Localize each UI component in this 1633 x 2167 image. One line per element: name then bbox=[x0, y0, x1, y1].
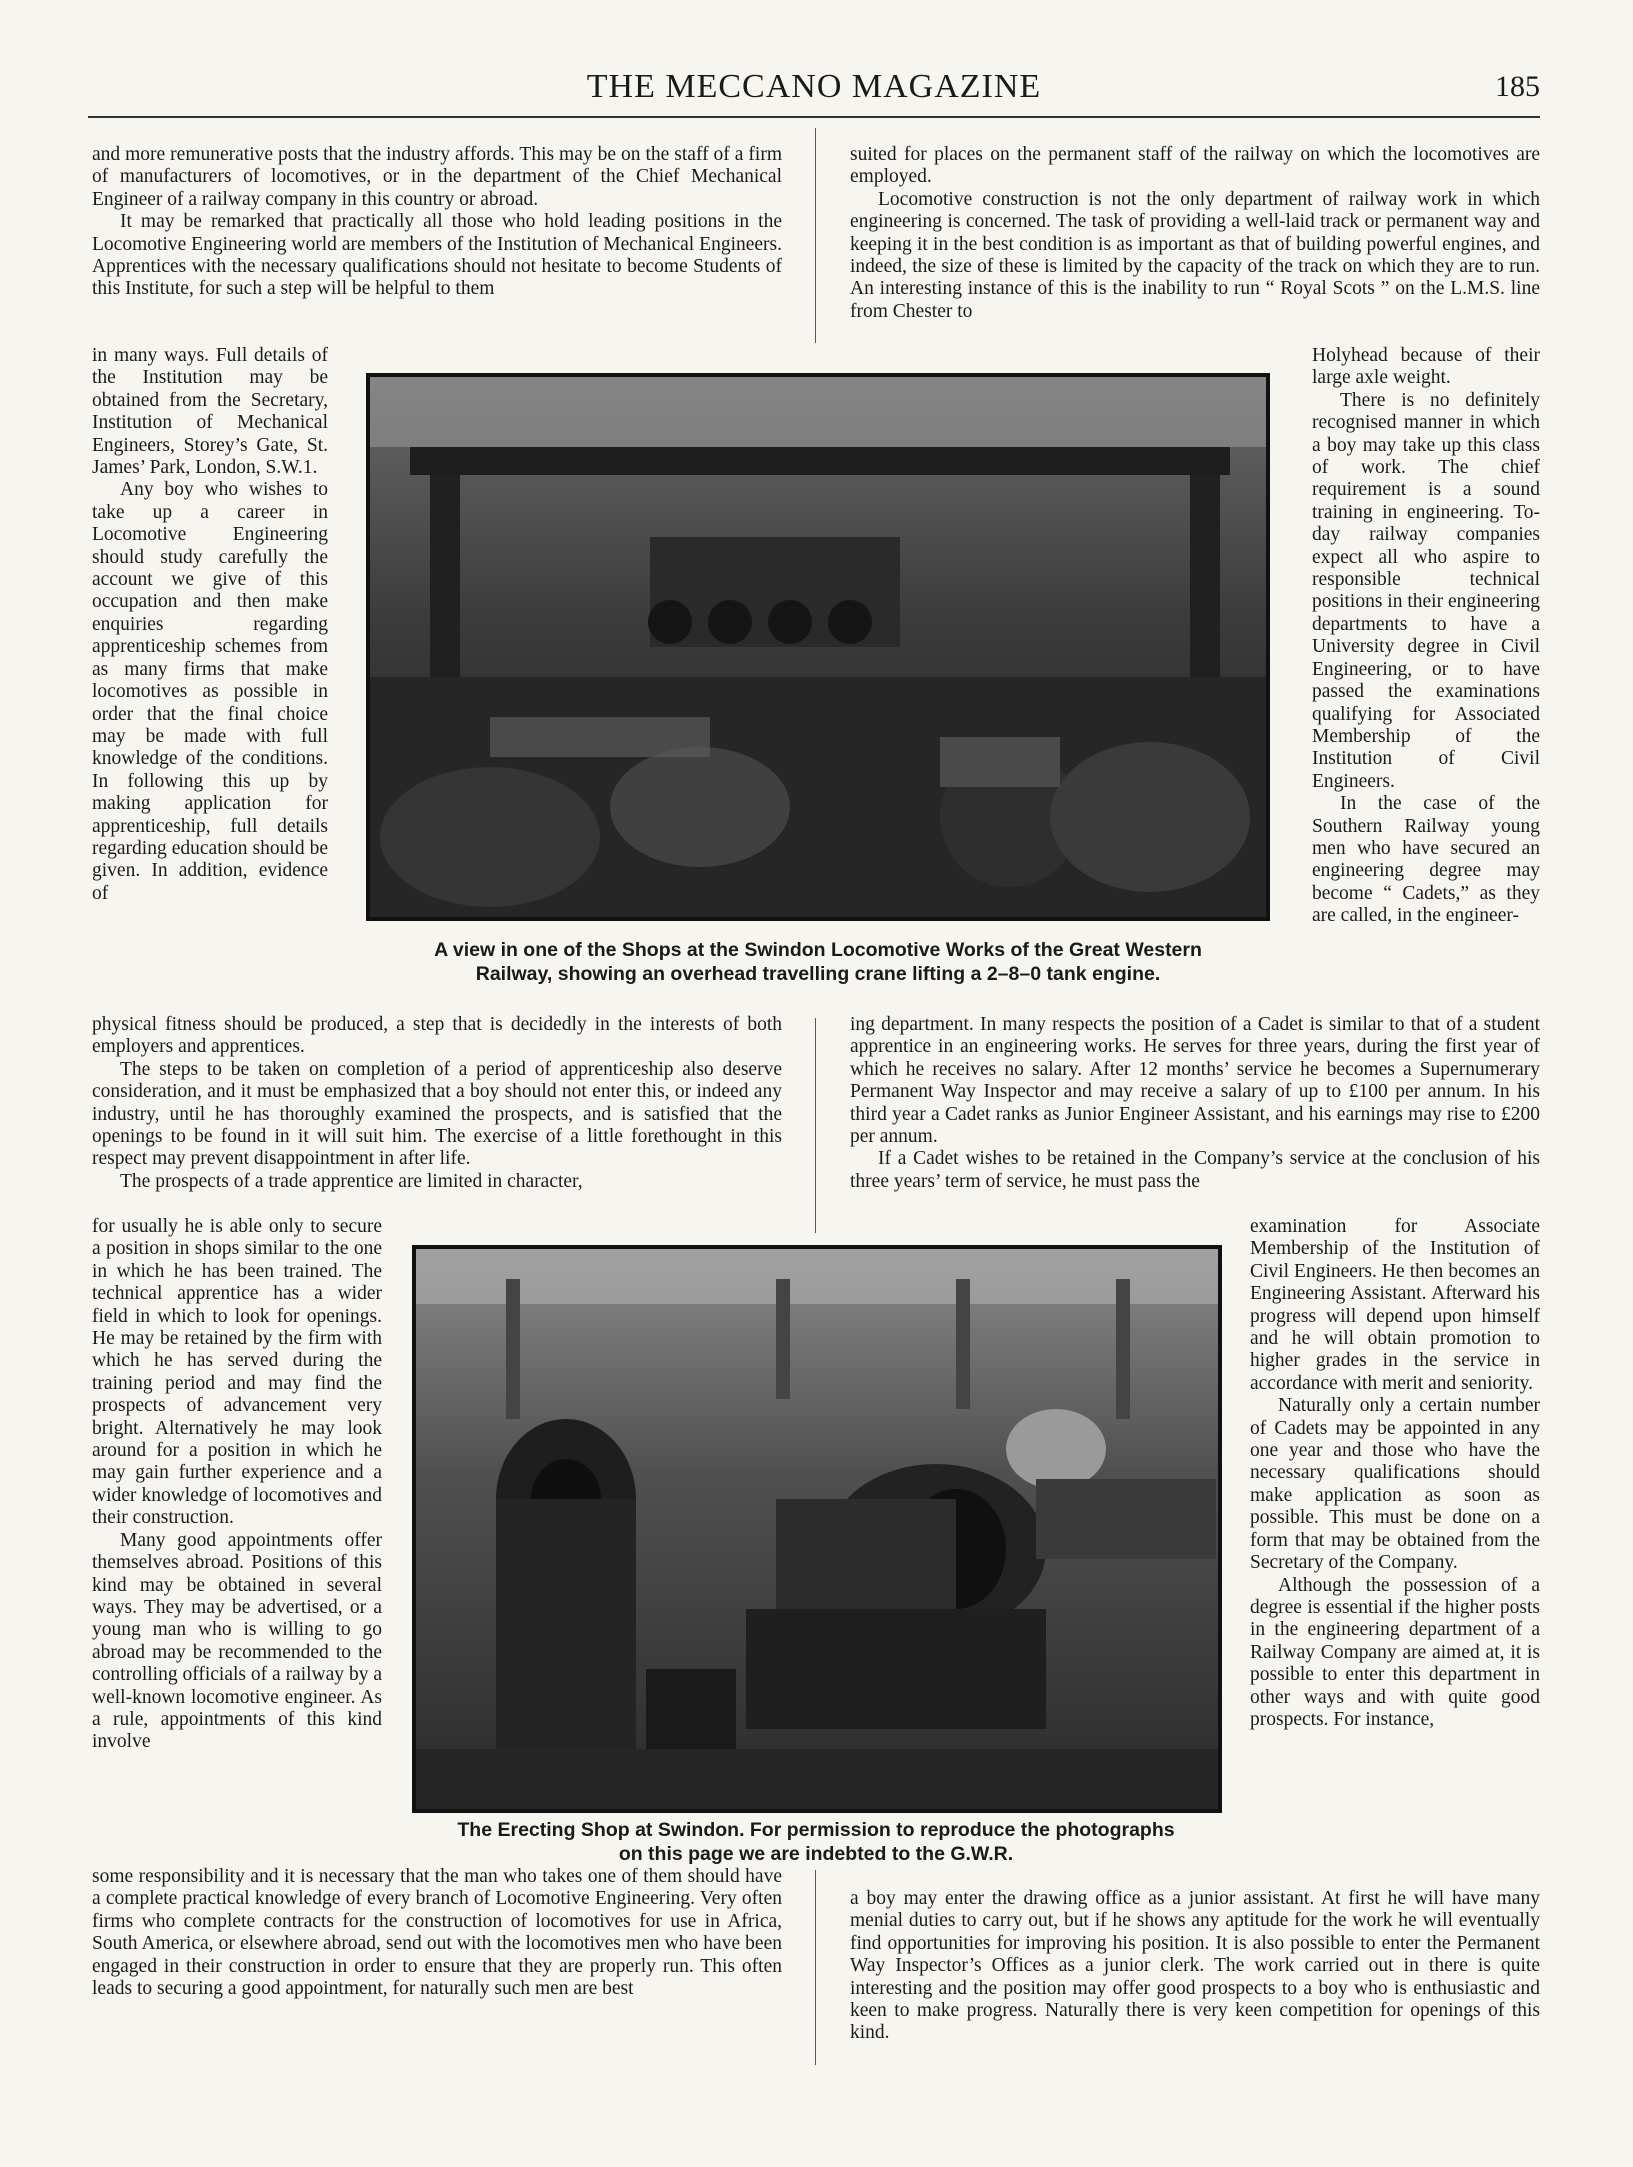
right-column-narrow-1 bbox=[1312, 345, 1540, 928]
magazine-title: THE MECCANO MAGAZINE bbox=[586, 68, 1042, 105]
paragraph: It may be remarked that practically all those who hold leading positions in the Locomotive Engineering world are members of the Institution of Mechanical Engineers. Apprentices with the necessary qualifications should not hesitate to become Students of this Institute, for such a step will be helpful to them bbox=[92, 211, 782, 300]
left-column-narrow-1 bbox=[92, 345, 328, 905]
column-divider bbox=[815, 128, 816, 343]
photo-erecting-shop bbox=[412, 1245, 1222, 1813]
header-rule bbox=[88, 116, 1540, 118]
right-column-narrow-2 bbox=[1250, 1216, 1540, 1731]
caption-line: Railway, showing an overhead travelling crane lifting a 2–8–0 tank engine. bbox=[475, 963, 1161, 985]
right-column-bottom bbox=[850, 1888, 1540, 2045]
paragraph: There is no definitely recognised manner in which a boy may take up this class of work. The chief requirement is a sound training in engineering. To-day railway companies expect all who aspire to responsible technical positions in their engineering departments to have a University degree in Civil Engineering, or to have passed the examinations qualifying for Associated Membership of the Institution of Civil Engineers. bbox=[1312, 389, 1541, 792]
paragraph: in many ways. Full details of the Institution may be obtained from the Secretary, Institution of Mechanical Engineers, Storey’s Gate, St. James’ Park, London, S.W.1. bbox=[92, 345, 328, 479]
paragraph: If a Cadet wishes to be retained in the Company’s service at the conclusion of his three years’ term of service, he must pass the bbox=[850, 1148, 1540, 1192]
column-divider bbox=[815, 1870, 816, 2065]
paragraph: Naturally only a certain number of Cadets may be appointed in any one year and those who have the necessary qualifications should make application as soon as possible. This must be done on a form that may be obtained from the Secretary of the Company. bbox=[1250, 1395, 1540, 1574]
paragraph: Many good appointments offer themselves abroad. Positions of this kind may be obtained in several ways. They may be advertised, or a young man who is willing to go abroad may be recommended to the controlling officials of a railway by a well-known locomotive engineer. As a rule, appointments of this kind involve bbox=[92, 1529, 382, 1753]
left-column-bottom bbox=[92, 1866, 782, 2000]
paragraph: suited for places on the permanent staff of the railway on which the locomotives are employed. bbox=[850, 144, 1540, 188]
caption-line: on this page we are indebted to the G.W.R. bbox=[618, 1843, 1014, 1865]
left-column-narrow-2 bbox=[92, 1216, 382, 1754]
paragraph: Any boy who wishes to take up a career in Locomotive Engineering should study carefully the account we give of this occupation and then make enquiries regarding apprenticeship schemes from as many firms that make locomotives as possible in order that the final choice may be made with full knowledge of the conditions. In following this up by making application for apprenticeship, full details regarding education should be given. In addition, evidence of bbox=[92, 479, 328, 904]
left-column-middle bbox=[92, 1014, 782, 1193]
paragraph: and more remunerative posts that the industry affords. This may be on the staff of a firm of manufacturers of locomotives, or in the department of the Chief Mechanical Engineer of a railway company in this country or abroad. bbox=[92, 144, 782, 210]
column-divider bbox=[815, 1018, 816, 1233]
right-column-middle bbox=[850, 1014, 1540, 1193]
page-number: 185 bbox=[1495, 70, 1540, 103]
right-column-top bbox=[850, 144, 1540, 323]
paragraph: Although the possession of a degree is essential if the higher posts in the engineering department of a Railway Company are aimed at, it is possible to enter this department in other ways and with quite good prospects. For instance, bbox=[1250, 1574, 1540, 1730]
paragraph: In the case of the Southern Railway young men who have secured an engineering degree may become “ Cadets,” as they are called, in the engineer- bbox=[1312, 793, 1540, 927]
paragraph: examination for Associate Membership of the Institution of Civil Engineers. He then becomes an Engineering Assistant. Afterward his progress will depend upon himself and he will obtain promotion to higher grades in the service in accordance with merit and seniority. bbox=[1250, 1216, 1540, 1394]
photo-erecting-shop-caption bbox=[406, 1818, 1226, 1866]
caption-line: A view in one of the Shops at the Swindon Locomotive Works of the Great Western bbox=[434, 939, 1202, 961]
photo-overhead-crane-caption bbox=[366, 938, 1270, 986]
paragraph: for usually he is able only to secure a position in shops similar to the one in which he has been trained. The technical apprentice has a wider field in which to look for openings. He may be retained by the firm with which he has served during the training period and may find the prospects of advancement very bright. Alternatively he may look around for a position in which he may gain further experience and a wider knowledge of locomotives and their construction. bbox=[92, 1216, 382, 1529]
paragraph: Holyhead because of their large axle weight. bbox=[1312, 345, 1540, 389]
paragraph: Locomotive construction is not the only department of railway work in which engineering is concerned. The task of providing a well-laid track or permanent way and keeping it in the best condition is as important as that of building powerful engines, and indeed, the size of these is limited by the capacity of the track on which they are to run. An interesting instance of this is the inability to run “ Royal Scots ” on the L.M.S. line from Chester to bbox=[850, 188, 1540, 322]
paragraph: The steps to be taken on completion of a period of apprenticeship also deserve consideration, and it must be emphasized that a boy should not enter this, or indeed any industry, until he has thoroughly examined the prospects, and is satisfied that the openings to be found in it will suit him. The exercise of a little forethought in this respect may prevent disappointment in after life. bbox=[92, 1058, 782, 1170]
paragraph: some responsibility and it is necessary that the man who takes one of them should have a complete practical knowledge of every branch of Locomotive Engineering. Very often firms who complete contracts for the construction of locomotives for use in Africa, South America, or elsewhere abroad, send out with the locomotives men who have been engaged in their construction in order to ensure that they are properly run. This often leads to securing a good appointment, for naturally such men are best bbox=[92, 1866, 782, 2000]
caption-line: The Erecting Shop at Swindon. For permission to reproduce the photographs bbox=[457, 1819, 1175, 1841]
left-column-top bbox=[92, 144, 782, 301]
masthead bbox=[88, 60, 1540, 120]
photo-erecting-shop-image bbox=[416, 1249, 1218, 1809]
paragraph: a boy may enter the drawing office as a junior assistant. At first he will have many menial duties to carry out, but if he shows any aptitude for the work he will eventually find opportunities for improving his position. It is also possible to enter the Permanent Way Inspector’s Offices as a junior clerk. The work carried out in there is quite interesting and the position may offer good prospects to a boy who is enthusiastic and keen to make progress. Naturally there is very keen competition for openings of this kind. bbox=[850, 1888, 1540, 2044]
photo-overhead-crane-image bbox=[370, 377, 1266, 917]
paragraph: The prospects of a trade apprentice are limited in character, bbox=[120, 1170, 583, 1192]
paragraph: ing department. In many respects the position of a Cadet is similar to that of a student apprentice in an engineering works. He serves for three years, during the first year of which he receives no salary. After 12 months’ service he becomes a Supernumerary Permanent Way Inspector and may receive a salary of up to £100 per annum. In his third year a Cadet ranks as Junior Engineer Assistant, and his earnings may rise to £200 per annum. bbox=[850, 1014, 1540, 1148]
photo-overhead-crane bbox=[366, 373, 1270, 921]
paragraph: physical fitness should be produced, a step that is decidedly in the interests of both employers and apprentices. bbox=[92, 1014, 782, 1058]
